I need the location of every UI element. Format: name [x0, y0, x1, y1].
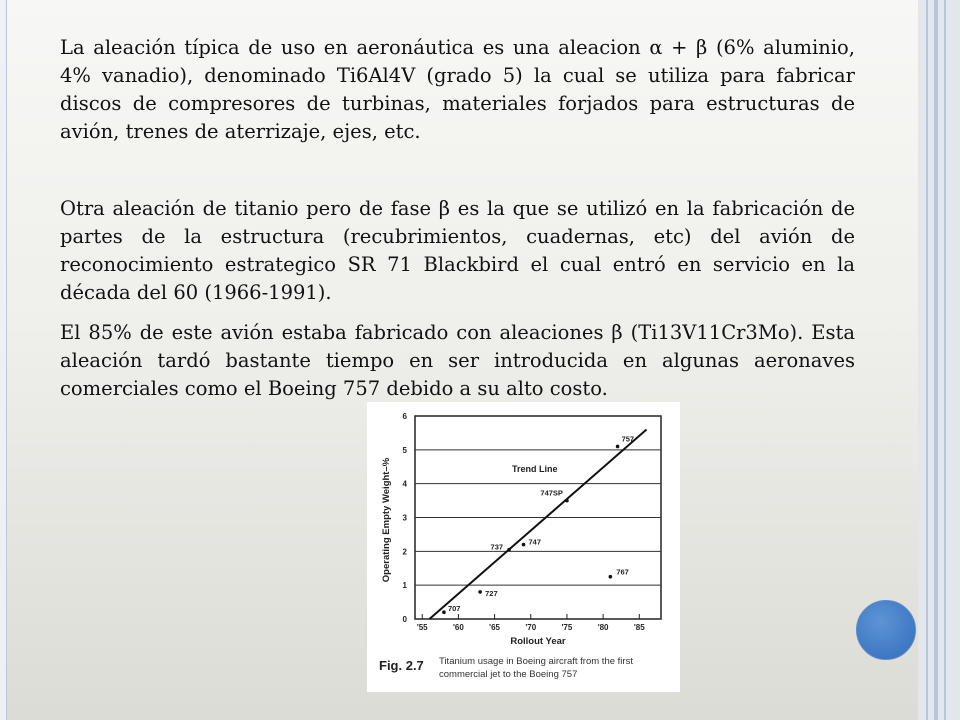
data-label-707: 707	[447, 604, 461, 614]
paragraph-sr71: Otra aleación de titanio pero de fase β es la que se utilizó en la fabricación de partes de la estructura (recubrimientos, cuadernas, etc) del avión de reconocimiento estrategico SR 71 Blackbird el cual entró en servicio en la década del 60 (1966-1991).	[60, 197, 855, 304]
y-tick-label: 6	[402, 412, 407, 421]
data-label-757: 757	[621, 434, 635, 444]
titanium-usage-chart	[367, 402, 680, 692]
data-label-747: 747	[528, 537, 542, 547]
data-point-747SP	[565, 499, 569, 503]
x-tick-label: '60	[453, 623, 464, 632]
y-tick-label: 4	[402, 479, 407, 489]
y-axis-label: Operating Empty Weight–%	[381, 457, 392, 583]
data-point-727	[478, 590, 482, 594]
data-point-767	[609, 575, 613, 579]
x-tick-label: '85	[633, 623, 645, 632]
data-point-707	[442, 610, 446, 614]
data-label-727: 727	[485, 588, 498, 598]
x-tick-label: '75	[561, 623, 573, 632]
x-tick-label: '80	[597, 623, 609, 632]
y-tick-label: 3	[402, 513, 407, 523]
data-label-767: 767	[616, 567, 629, 577]
right-frame-decoration	[918, 0, 960, 720]
figure-caption-label: Fig. 2.7	[379, 658, 424, 673]
figure-caption-line-2: commercial jet to the Boeing 757	[439, 669, 578, 680]
data-point-737	[507, 548, 511, 552]
x-tick-label: '55	[416, 623, 428, 632]
figure-caption-line-1: Titanium usage in Boeing aircraft from the first	[439, 656, 633, 667]
y-tick-label: 1	[402, 581, 407, 591]
data-point-747	[522, 543, 526, 547]
data-label-747SP: 747SP	[540, 488, 563, 498]
y-tick-label: 2	[402, 547, 407, 557]
y-tick-label: 5	[402, 445, 407, 455]
data-label-737: 737	[490, 542, 504, 552]
titanium-usage-figure	[367, 402, 680, 692]
x-axis-label: Rollout Year	[510, 636, 566, 647]
paragraph-ti6al4v: La aleación típica de uso en aeronáutica es una aleacion α + β (6% aluminio, 4% vanadio), denominado Ti6Al4V (grado 5) la cual se utiliza para fabricar discos de compresores de turbinas, materiales forjados para estructuras de avión, trenes de aterrizaje, ejes, etc.	[60, 36, 855, 143]
y-tick-label: 0	[402, 615, 407, 624]
x-tick-label: '65	[489, 623, 500, 632]
trend-line	[429, 430, 646, 619]
data-point-757	[616, 445, 620, 449]
left-frame-border	[0, 0, 7, 720]
x-tick-label: '70	[525, 623, 537, 632]
decorative-circle	[856, 600, 916, 660]
paragraph-beta-alloy: El 85% de este avión estaba fabricado con aleaciones β (Ti13V11Cr3Mo). Esta aleación tardó bastante tiempo en ser introducida en algunas aeronaves comerciales como el Boeing 757 debido a su alto costo.	[60, 321, 855, 400]
trend-line-label: Trend Line	[512, 464, 558, 474]
